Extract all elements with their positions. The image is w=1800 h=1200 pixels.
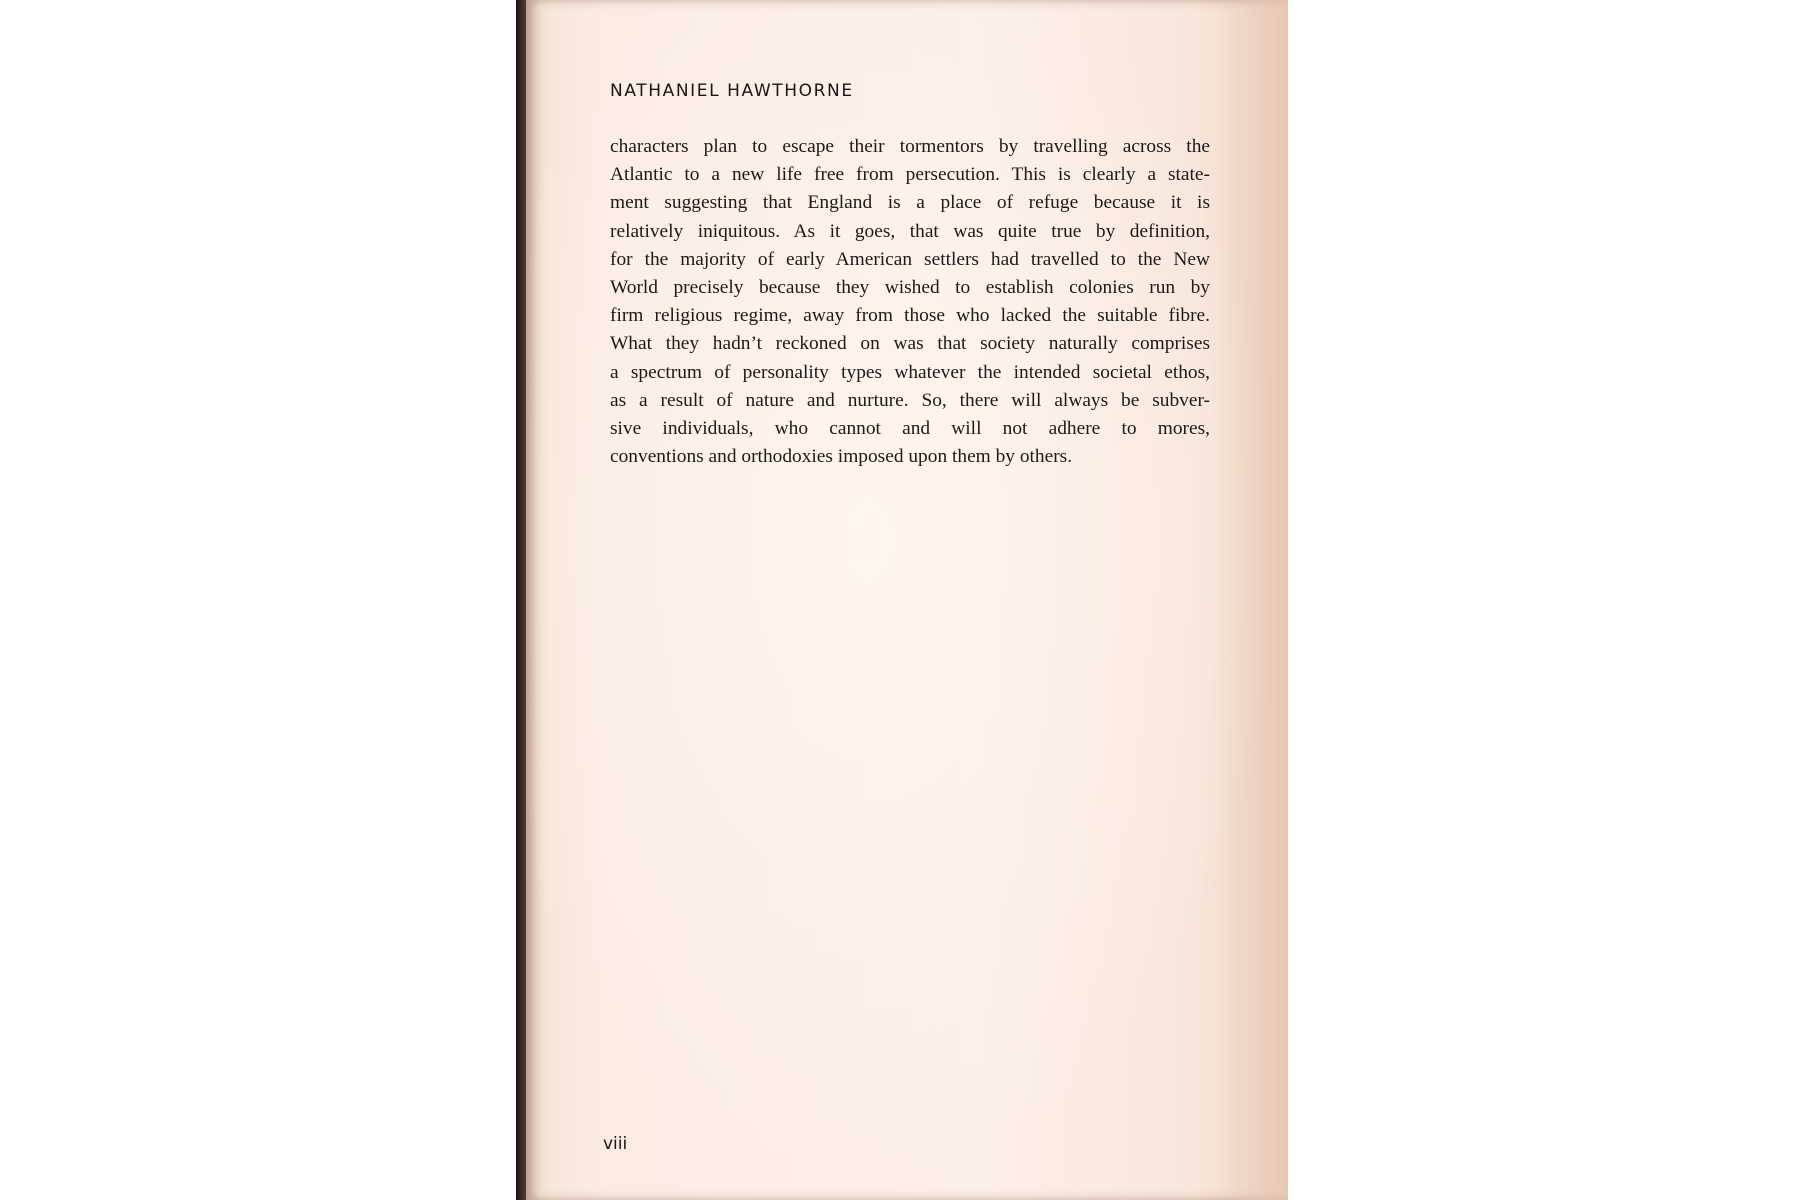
- text-line: conventions and orthodoxies imposed upon them by others.: [610, 446, 1073, 468]
- text-line: a spectrum of personality types whatever the intended societal ethos,: [610, 361, 1210, 383]
- page-number: viii: [603, 1134, 628, 1154]
- text-line: for the majority of early American settlers had travelled to the New: [610, 248, 1210, 270]
- body-paragraph: [610, 133, 1210, 471]
- running-head: NATHANIEL HAWTHORNE: [610, 81, 854, 101]
- text-line: sive individuals, who cannot and will not adhere to mores,: [610, 418, 1210, 440]
- text-line: firm religious regime, away from those who lacked the suitable fibre.: [610, 305, 1210, 327]
- text-line: characters plan to escape their tormentors by travelling across the: [610, 136, 1210, 157]
- text-line: What they hadn’t reckoned on was that society naturally comprises: [610, 333, 1210, 355]
- text-line: relatively iniquitous. As it goes, that was quite true by definition,: [610, 220, 1210, 242]
- text-line: Atlantic to a new life free from persecution. This is clearly a state-: [610, 164, 1210, 186]
- text-line: ment suggesting that England is a place of refuge because it is: [610, 192, 1210, 214]
- page-gutter-shadow: [1218, 0, 1288, 1200]
- text-line: World precisely because they wished to establish colonies run by: [610, 277, 1210, 299]
- book-page: [526, 0, 1288, 1200]
- text-line: as a result of nature and nurture. So, there will always be subver-: [610, 389, 1210, 411]
